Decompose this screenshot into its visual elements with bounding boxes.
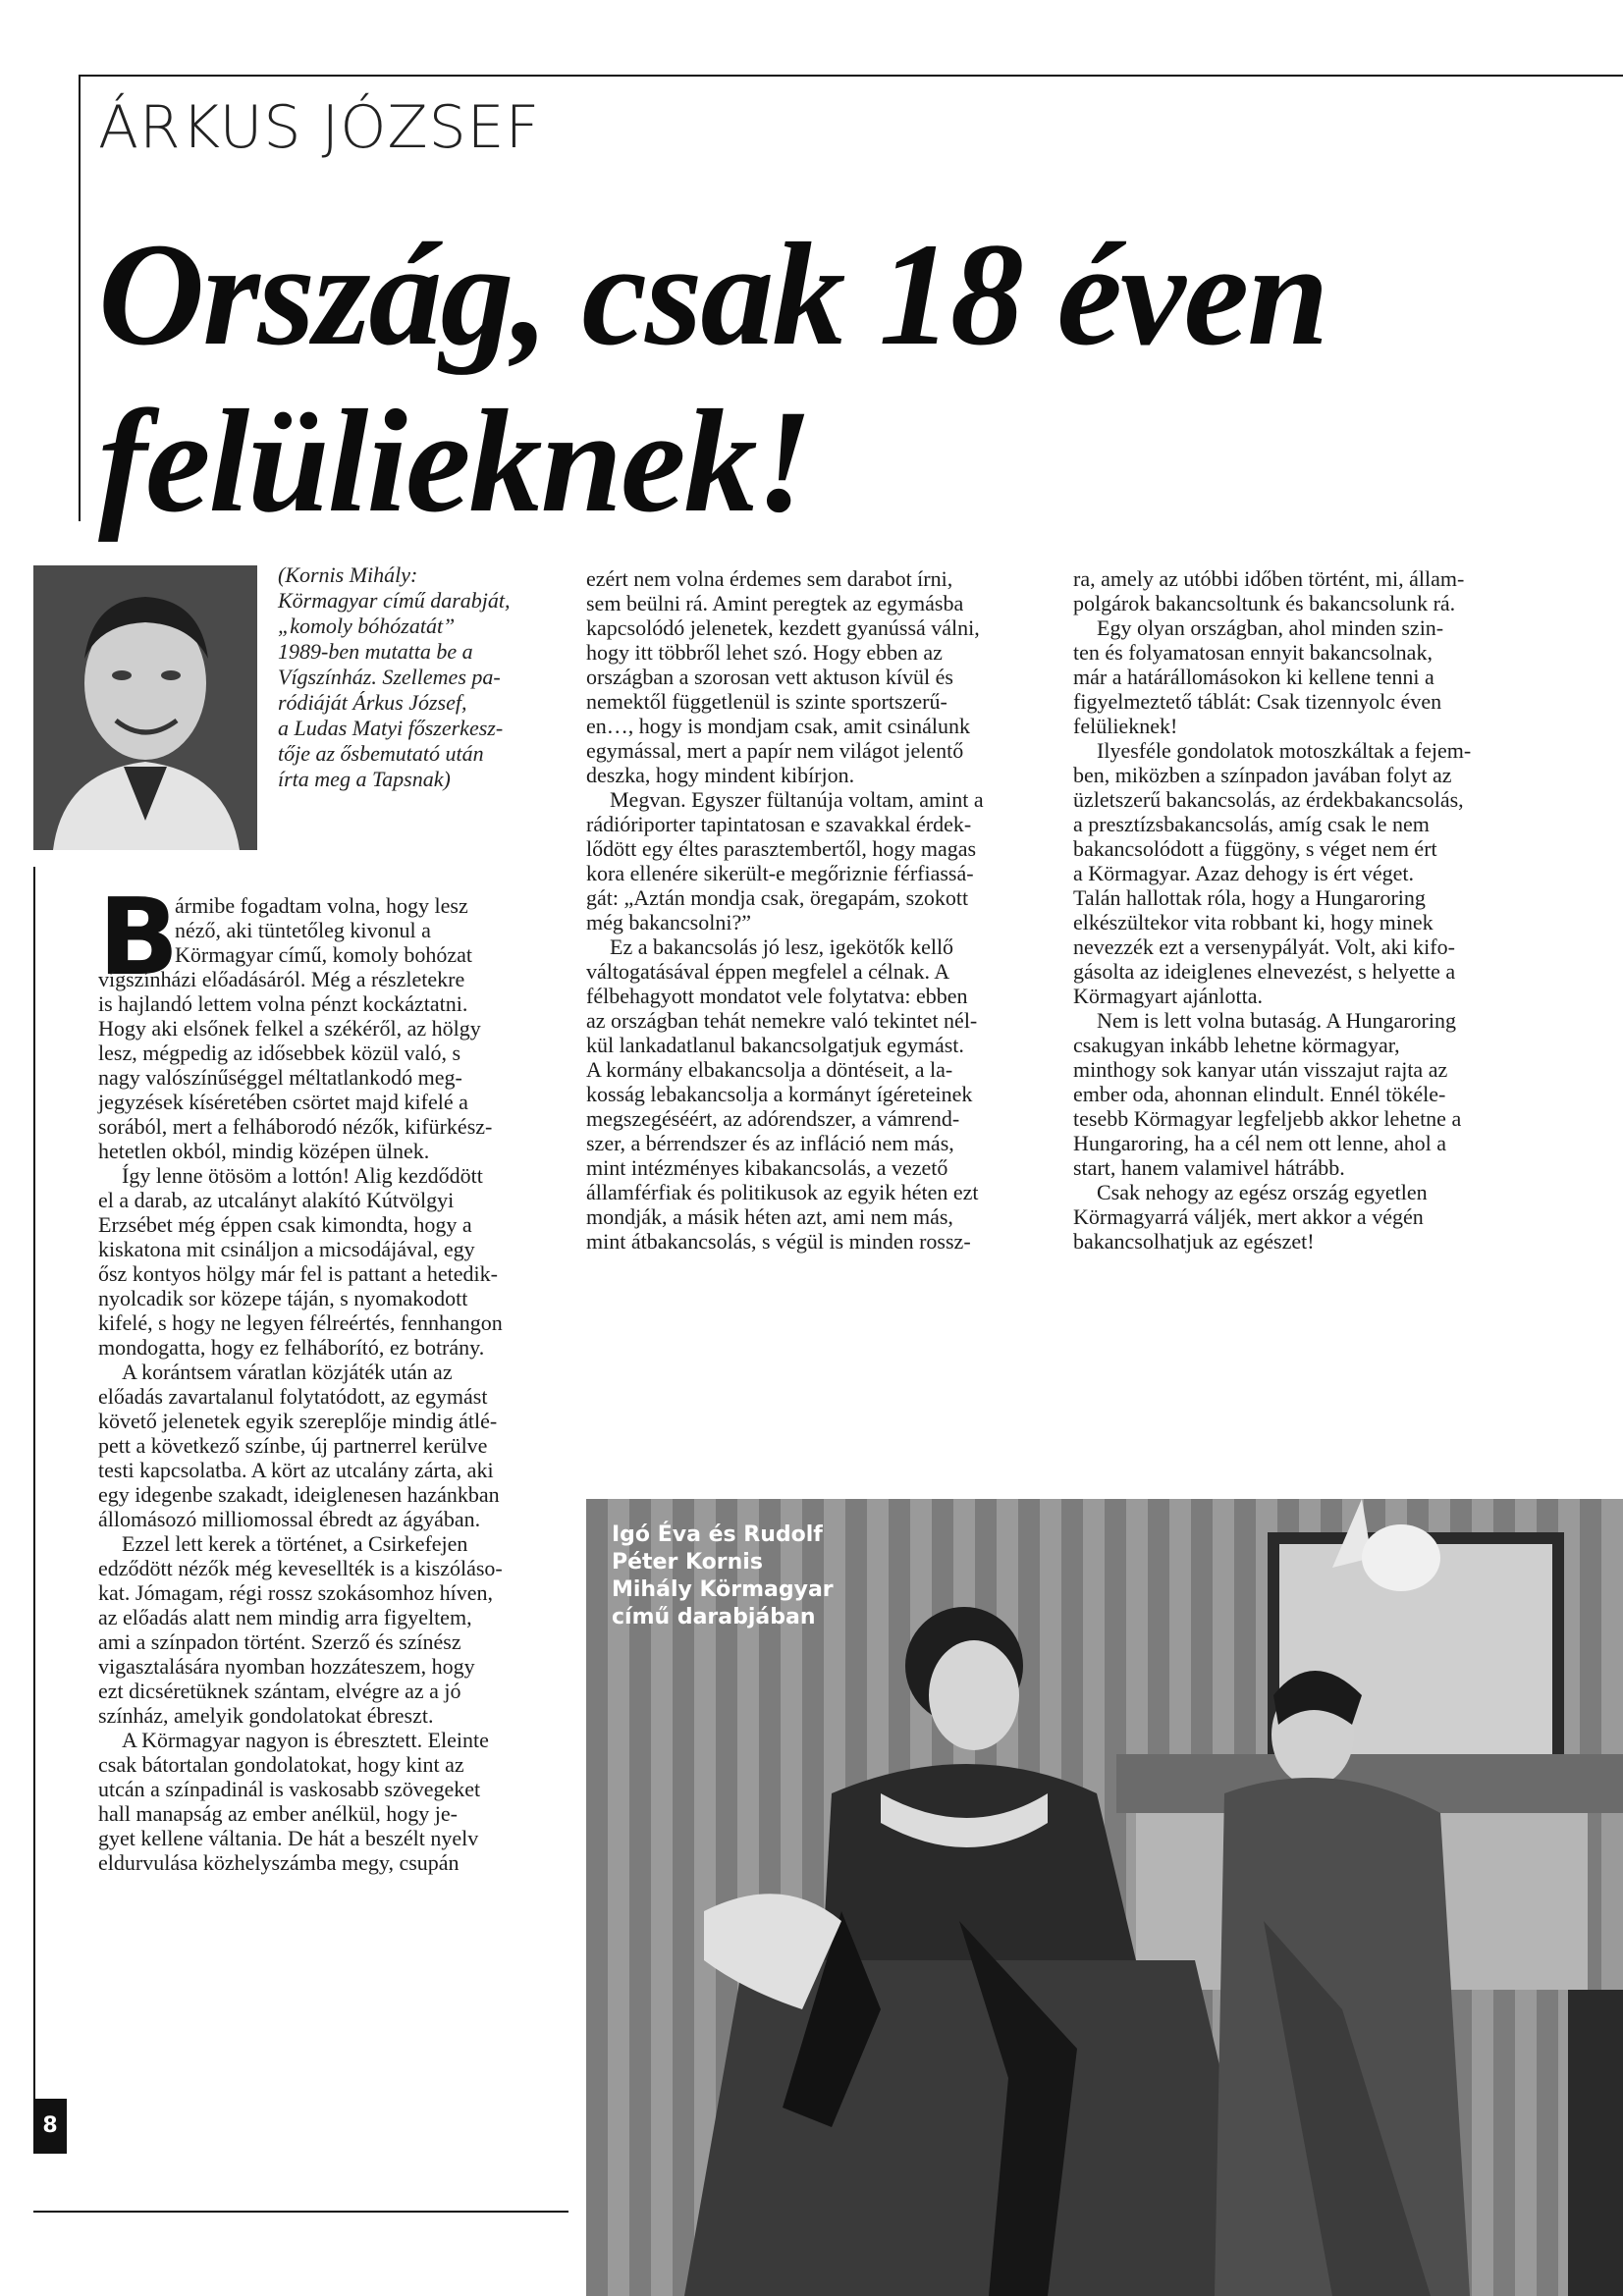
text-line: A kormány elbakancsolja a döntéseit, a la-: [586, 1057, 953, 1082]
text-line: utcán a színpadinál is vaskosabb szövegeket: [98, 1777, 481, 1801]
text-line: start, hanem valamivel hátrább.: [1073, 1155, 1345, 1180]
text-line: pett a következő színbe, új partnerrel kerülve: [98, 1433, 488, 1458]
text-line: nagy valószínűséggel méltatlankodó meg-: [98, 1065, 462, 1090]
intro-line: írta meg a Tapsnak): [278, 767, 451, 791]
text-line: az országban tehát nemekre való tekintet nél-: [586, 1008, 978, 1033]
text-line: nevezzék ezt a versenypályát. Volt, aki kifo-: [1073, 934, 1455, 959]
photo-caption-line: Mihály Körmagyar: [612, 1577, 834, 1602]
text-line: bakancsolhatjuk az egészet!: [1073, 1229, 1315, 1254]
intro-line: „komoly bóhózatát”: [278, 614, 456, 638]
text-line: testi kapcsolatba. A kört az utcalány zárta, aki: [98, 1458, 494, 1482]
text-line: jegyzések kíséretében csörtet majd kifelé a: [98, 1090, 468, 1114]
text-line: Körmagyarrá váljék, mert akkor a végén: [1073, 1204, 1424, 1229]
article-title: [98, 211, 1327, 545]
frame-top-rule: [79, 75, 1623, 77]
text-line: Megvan. Egyszer fültanúja voltam, amint a: [610, 787, 984, 812]
text-line: ember oda, ahonnan elindult. Ennél tökéle-: [1073, 1082, 1446, 1106]
text-line: Csak nehogy az egész ország egyetlen: [1097, 1180, 1428, 1204]
text-line: egy idegenbe szakadt, ideiglenesen hazánkban: [98, 1482, 500, 1507]
text-line: minthogy sok kanyar után visszajut rajta az: [1073, 1057, 1448, 1082]
intro-line: Vígszínház. Szellemes pa-: [278, 665, 501, 689]
text-line: Így lenne ötösöm a lottón! Alig kezdődött: [122, 1163, 483, 1188]
text-line: üzletszerű bakancsolás, az érdekbakancsolás,: [1073, 787, 1464, 812]
intro-line: 1989-ben mutatta be a: [278, 639, 473, 664]
photo-caption-line: című darabjában: [612, 1605, 816, 1629]
text-line: Körmagyar című, komoly bohózat: [175, 942, 473, 967]
text-line: lesz, mégpedig az idősebbek közül való, s: [98, 1041, 461, 1065]
text-line: edződött nézők még kevesellték is a kiszóláso-: [98, 1556, 503, 1580]
text-line: Egy olyan országban, ahol minden szin-: [1097, 615, 1444, 640]
text-line: már a határállomásokon ki kellene tenni a: [1073, 665, 1434, 689]
text-line: csakugyan inkább lehetne körmagyar,: [1073, 1033, 1400, 1057]
text-line: kifelé, s hogy ne legyen félreértés, fennhangon: [98, 1310, 503, 1335]
text-line: csak bátortalan gondolatokat, hogy kint az: [98, 1752, 464, 1777]
text-line: még bakancsolni?”: [586, 910, 751, 934]
title-line-1: Ország, csak 18 éven: [98, 213, 1327, 376]
text-line: Erzsébet még éppen csak kimondta, hogy a: [98, 1212, 472, 1237]
text-line: figyelmeztető táblát: Csak tizennyolc éven: [1073, 689, 1442, 714]
text-line: ezért nem volna érdemes sem darabot írni,: [586, 566, 953, 591]
text-line: országban a szorosan vett aktuson kívül és: [586, 665, 953, 689]
text-line: polgárok bakancsoltunk és bakancsolunk rá.: [1073, 591, 1456, 615]
intro-line: (Kornis Mihály:: [278, 562, 418, 587]
text-line: ra, amely az utóbbi időben történt, mi, állam-: [1073, 566, 1465, 591]
text-line: sorából, mert a felháborodó nézők, kifürkész-: [98, 1114, 493, 1139]
text-line: követő jelenetek egyik szereplője mindig átlé-: [98, 1409, 498, 1433]
text-line: ármibe fogadtam volna, hogy lesz: [175, 893, 468, 918]
text-line: hetetlen okból, mindig középen ülnek.: [98, 1139, 430, 1163]
text-line: deszka, hogy mindent kibírjon.: [586, 763, 855, 787]
intro-line: tője az ősbemutató után: [278, 741, 484, 766]
text-line: Ezzel lett kerek a történet, a Csirkefejen: [122, 1531, 468, 1556]
text-line: hall manapság az ember anélkül, hogy je-: [98, 1801, 458, 1826]
text-line: gásolta az ideiglenes elnevezést, s helyette a: [1073, 959, 1456, 984]
text-line: tesebb Körmagyar legfeljebb akkor lehetne a: [1073, 1106, 1462, 1131]
text-line: is hajlandó lettem volna pénzt kockáztatni.: [98, 991, 468, 1016]
text-line: ami a színpadon történt. Szerző és színész: [98, 1629, 461, 1654]
author-portrait-photo: [33, 565, 257, 850]
text-line: en…, hogy is mondjam csak, amit csinálunk: [586, 714, 971, 738]
text-line: ben, miközben a színpadon javában folyt az: [1073, 763, 1452, 787]
intro-line: ródiáját Árkus József,: [278, 690, 467, 715]
text-line: bakancsolódott a függöny, s véget nem ért: [1073, 836, 1437, 861]
text-line: ten és folyamatosan ennyit bakancsolnak,: [1073, 640, 1433, 665]
text-line: eldurvulása közhelyszámba megy, csupán: [98, 1850, 460, 1875]
text-line: mint intézményes kibakancsolás, a vezető: [586, 1155, 948, 1180]
text-line: szer, a bérrendszer és az infláció nem más,: [586, 1131, 954, 1155]
text-column-3: [1073, 566, 1535, 1254]
frame-left-rule: [79, 75, 81, 521]
text-line: Ez a bakancsolás jó lesz, igekötők kellő: [610, 934, 954, 959]
text-column-2: [586, 566, 1048, 1254]
text-line: hogy itt többről lehet szó. Hogy ebben az: [586, 640, 943, 665]
intro-caption: [278, 562, 558, 792]
text-line: Hungaroring, ha a cél nem ott lenne, ahol a: [1073, 1131, 1446, 1155]
text-line: mint átbakancsolás, s végül is minden rossz-: [586, 1229, 971, 1254]
text-line: színház, amelyik gondolatokat ébreszt.: [98, 1703, 434, 1728]
intro-line: Körmagyar című darabját,: [278, 588, 511, 613]
photo-caption-line: Igó Éva és Rudolf: [612, 1522, 823, 1547]
text-line: vígszínházi előadásáról. Még a részletekre: [98, 967, 465, 991]
text-line: A korántsem váratlan közjáték után az: [122, 1360, 453, 1384]
text-line: el a darab, az utcalányt alakító Kútvölgyi: [98, 1188, 455, 1212]
text-line: Ilyesféle gondolatok motoszkáltak a fejem-: [1097, 738, 1472, 763]
text-line: nemektől függetlenül is szinte sportszerű-: [586, 689, 947, 714]
text-line: A Körmagyar nagyon is ébresztett. Eleinte: [122, 1728, 489, 1752]
text-line: gyet kellene váltania. De hát a beszélt nyelv: [98, 1826, 479, 1850]
page-number: 8: [33, 2099, 67, 2154]
portrait-image: [33, 565, 257, 850]
text-line: kosság lebakancsolja a kormányt ígéreteinek: [586, 1082, 973, 1106]
drop-cap: B: [98, 877, 180, 999]
title-line-2: felülieknek!: [98, 380, 811, 543]
text-line: államférfiak és politikusok az egyik héten ezt: [586, 1180, 979, 1204]
text-line: állomásozó milliomossal ébredt az ágyában.: [98, 1507, 481, 1531]
photo-caption: [612, 1522, 834, 1631]
text-line: gát: „Aztán mondja csak, öregapám, szokott: [586, 885, 969, 910]
text-line: kül lankadatlanul bakancsolgatjuk egymást.: [586, 1033, 964, 1057]
text-column-1: [98, 877, 560, 1875]
photo-caption-line: Péter Kornis: [612, 1550, 763, 1575]
text-line: kapcsolódó jelenetek, kezdett gyanússá válni,: [586, 615, 980, 640]
text-line: néző, aki tüntetőleg kivonul a: [175, 918, 431, 942]
text-line: Hogy aki elsőnek felkel a székéről, az hölgy: [98, 1016, 481, 1041]
text-line: rádióriporter tapintatosan e szavakkal érdek-: [586, 812, 972, 836]
text-line: a Körmagyar. Azaz dehogy is ért véget.: [1073, 861, 1414, 885]
text-line: megszegéséért, az adórendszer, a vámrend-: [586, 1106, 960, 1131]
text-line: nyolcadik sor közepe táján, s nyomakodott: [98, 1286, 468, 1310]
text-line: egymással, mert a papír nem világot jelentő: [586, 738, 964, 763]
text-line: ősz kontyos hölgy már fel is pattant a hetedik-: [98, 1261, 498, 1286]
intro-line: a Ludas Matyi főszerkesz-: [278, 716, 504, 740]
text-line: váltogatásával éppen megfelel a célnak. A: [586, 959, 950, 984]
text-line: mondják, a másik héten azt, ami nem más,: [586, 1204, 953, 1229]
text-line: kat. Jómagam, régi rossz szokásomhoz híven,: [98, 1580, 494, 1605]
text-line: Körmagyart ajánlotta.: [1073, 984, 1264, 1008]
text-line: előadás zavartalanul folytatódott, az egymást: [98, 1384, 488, 1409]
text-line: az előadás alatt nem mindig arra figyeltem,: [98, 1605, 472, 1629]
text-line: kora ellenére sikerült-e megőriznie férfiassá-: [586, 861, 974, 885]
text-line: felülieknek!: [1073, 714, 1178, 738]
text-line: lődött egy éltes parasztembertől, hogy magas: [586, 836, 977, 861]
text-line: Nem is lett volna butaság. A Hungaroring: [1097, 1008, 1456, 1033]
text-line: mondogatta, hogy ez felháborító, ez botrány.: [98, 1335, 485, 1360]
text-line: a presztízsbakancsolás, amíg csak le nem: [1073, 812, 1430, 836]
author-name: ÁRKUS JÓZSEF: [98, 93, 541, 162]
text-line: sem beülni rá. Amint peregtek az egymásba: [586, 591, 964, 615]
text-line: Talán hallottak róla, hogy a Hungaroring: [1073, 885, 1426, 910]
frame-bottom-rule: [33, 2211, 568, 2213]
text-line: kiskatona mit csináljon a micsodájával, egy: [98, 1237, 475, 1261]
frame-left-rule-lower: [33, 867, 35, 2113]
text-line: félbehagyott mondatot vele folytatva: ebben: [586, 984, 968, 1008]
text-line: ezt dicséretüknek szántam, elvégre az a jó: [98, 1679, 461, 1703]
text-line: elkészültekor vita robbant ki, hogy minek: [1073, 910, 1434, 934]
text-line: vigasztalására nyomban hozzáteszem, hogy: [98, 1654, 475, 1679]
